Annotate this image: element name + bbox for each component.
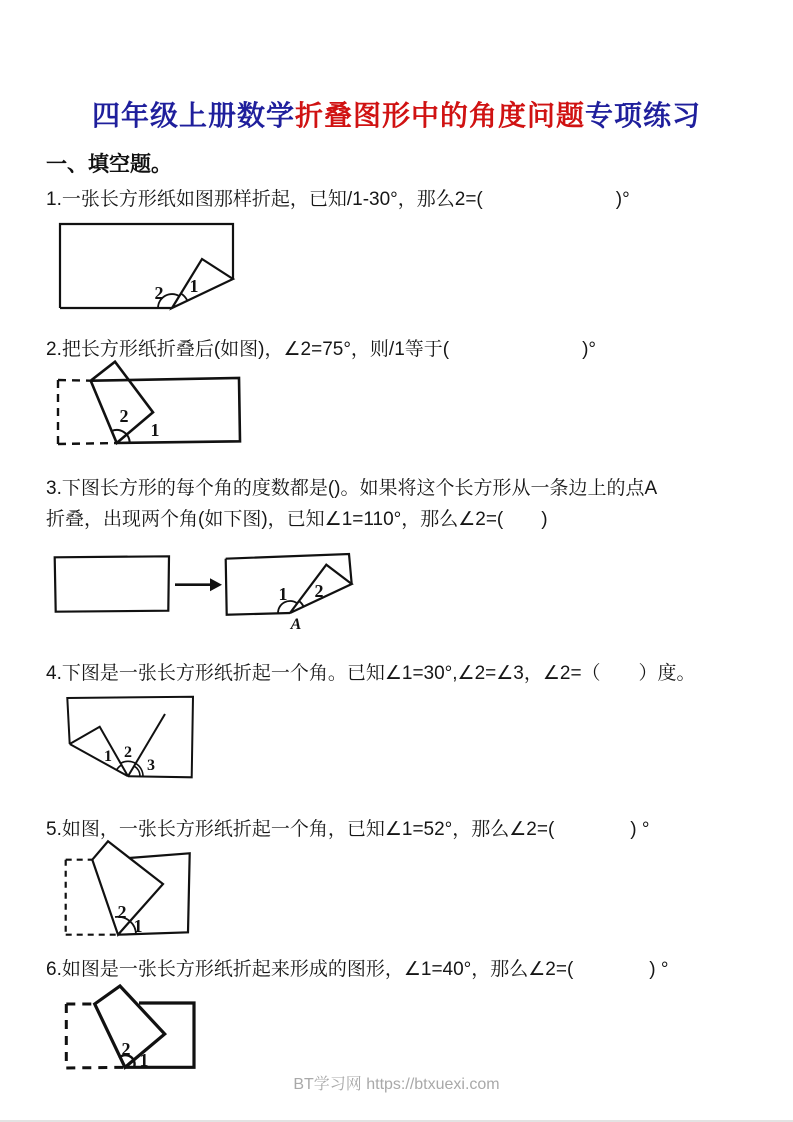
dashed-bottom-edge bbox=[66, 1067, 125, 1068]
angle-2-label: 2 bbox=[314, 581, 324, 601]
angle-1-arc bbox=[181, 294, 188, 301]
angle-1-label: 1 bbox=[133, 916, 143, 936]
angle-2-label: 2 bbox=[124, 744, 132, 761]
section-heading: 一、填空题。 bbox=[46, 153, 172, 176]
question-3-line1: 3.下图长方形的每个角的度数都是()。如果将这个长方形从一条边上的点A bbox=[46, 478, 658, 499]
angle-1-label: 1 bbox=[189, 276, 199, 296]
angle-1-label: 1 bbox=[139, 1050, 149, 1070]
angle-2-label: 2 bbox=[119, 406, 129, 426]
question-6-text: 6.如图是一张长方形纸折起来形成的图形，∠1=40°，那么∠2=( ) ° bbox=[46, 959, 669, 980]
figure-3-fold-sequence bbox=[51, 549, 361, 631]
figure-5-folded-rectangle bbox=[54, 839, 198, 941]
title-part-topic: 折叠图形中的角度问题 bbox=[294, 100, 585, 131]
figure-4-drawing bbox=[57, 693, 201, 787]
title-part-suffix: 专项练习 bbox=[585, 100, 702, 131]
dashed-bottom-edge bbox=[58, 443, 117, 444]
angle-2-label: 2 bbox=[121, 1039, 131, 1059]
angle-2-arc bbox=[299, 601, 304, 607]
angle-2-label: 2 bbox=[154, 283, 164, 303]
figure-3-drawing bbox=[51, 549, 361, 631]
point-a-label: A bbox=[290, 616, 302, 631]
rectangle-outline bbox=[67, 697, 193, 778]
figure-6-folded-rectangle bbox=[56, 983, 206, 1079]
plain-rectangle bbox=[55, 556, 169, 611]
rectangle-outline bbox=[60, 224, 233, 308]
question-5-text: 5.如图，一张长方形纸折起一个角，已知∠1=52°，那么∠2=( ) ° bbox=[46, 819, 650, 840]
arrow-head bbox=[210, 578, 222, 591]
figure-1-folded-rectangle bbox=[58, 218, 236, 312]
figure-4-folded-rectangle bbox=[57, 693, 201, 787]
title-part-grade: 四年级上册数学 bbox=[91, 100, 295, 131]
angle-3-label: 3 bbox=[147, 757, 155, 774]
angle-1-label: 1 bbox=[150, 420, 160, 440]
fold-flap bbox=[172, 259, 233, 308]
angle-2-arc bbox=[121, 761, 136, 763]
question-3-text bbox=[46, 473, 762, 535]
question-3-line2: 折叠，出现两个角(如下图)，已知∠1=110°，那么∠2=( ) bbox=[46, 509, 548, 530]
dashed-top-edge bbox=[58, 380, 91, 381]
angle-1-label: 1 bbox=[278, 584, 288, 604]
angle-3-arc-inner bbox=[134, 766, 140, 776]
angle-1-arc bbox=[117, 765, 122, 770]
angle-1-label: 1 bbox=[104, 748, 112, 765]
fold-flap bbox=[70, 727, 128, 777]
question-2-text: 2.把长方形纸折叠后(如图)，∠2=75°，则/1等于( )° bbox=[46, 339, 597, 360]
angle-2-label: 2 bbox=[117, 902, 127, 922]
question-1-text: 1.一张长方形纸如图那样折起，已知/1-30°，那么2=( )° bbox=[46, 189, 630, 210]
figure-2-folded-rectangle bbox=[48, 358, 246, 454]
question-4-text: 4.下图是一张长方形纸折起一个角。已知∠1=30°,∠2=∠3，∠2=（ ）度。 bbox=[46, 663, 696, 684]
footer-watermark: BT学习网 https://btxuexi.com bbox=[293, 1076, 500, 1093]
figure-5-drawing bbox=[54, 839, 198, 941]
figure-1-drawing bbox=[58, 218, 236, 312]
figure-6-drawing bbox=[56, 983, 206, 1079]
page-title bbox=[0, 94, 793, 134]
figure-2-drawing bbox=[48, 358, 246, 454]
